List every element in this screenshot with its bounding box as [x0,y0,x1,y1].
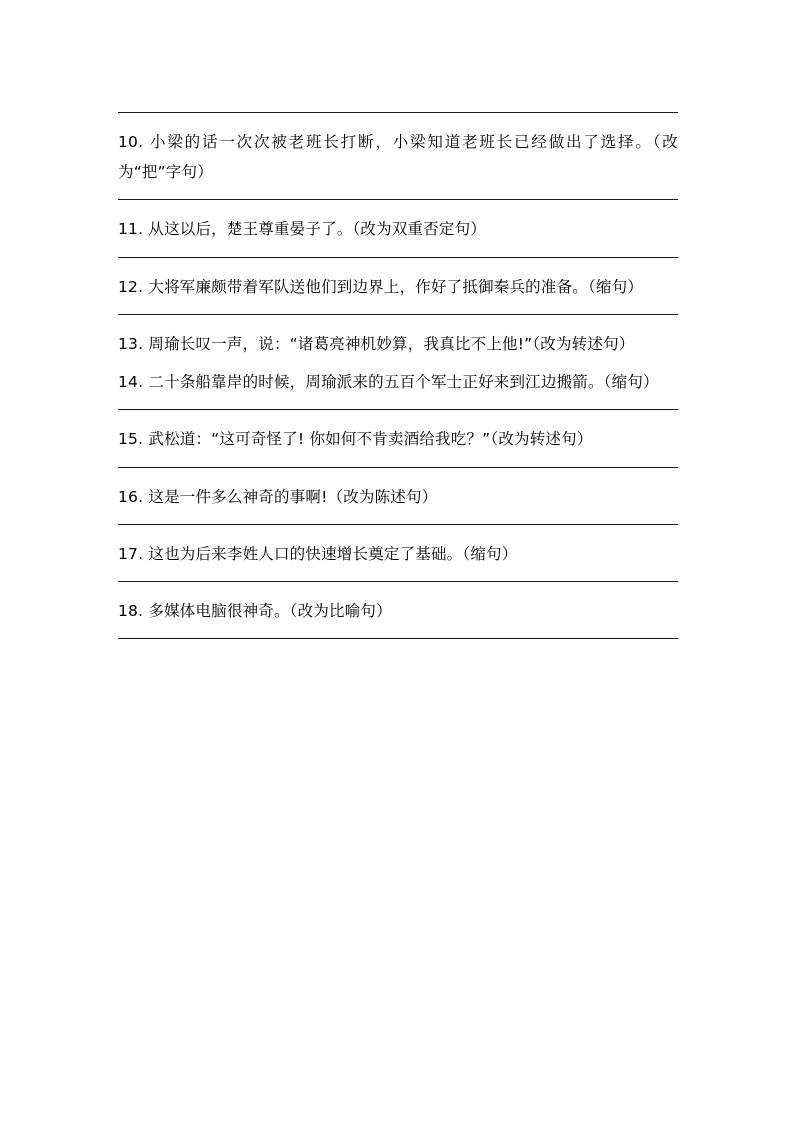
question-item [118,200,678,256]
question-item [118,258,678,314]
question-text-10: 10. 小梁的话一次次被老班长打断，小梁知道老班长已经做出了选择。（改为“把”字句） [118,133,678,182]
question-item [118,315,678,363]
question-text-13: 13. 周瑜长叹一声，说：“诸葛亮神机妙算，我真比不上他!”（改为转述句） [118,334,635,353]
question-item [118,468,678,524]
question-text-15: 15. 武松道：“这可奇怪了! 你如何不肯卖酒给我吃？”（改为转述句） [118,430,593,449]
question-text-14: 14. 二十条船靠岸的时候，周瑜派来的五百个军士正好来到江边搬箭。（缩句） [118,373,659,392]
question-item [118,525,678,581]
question-list [118,112,678,639]
question-item [118,582,678,638]
question-text-12: 12. 大将军廉颇带着军队送他们到边界上，作好了抵御秦兵的准备。（缩句） [118,277,644,296]
question-text-17: 17. 这也为后来李姓人口的快速增长奠定了基础。（缩句） [118,544,518,563]
question-item [118,410,678,466]
question-text-16: 16. 这是一件多么神奇的事啊!（改为陈述句） [118,487,438,506]
question-text-18: 18. 多媒体电脑很神奇。（改为比喻句） [118,601,392,620]
question-item [118,113,678,199]
divider-bottom [118,638,678,639]
question-item [118,363,678,409]
question-text-11: 11. 从这以后，楚王尊重晏子了。（改为双重否定句） [118,220,487,239]
